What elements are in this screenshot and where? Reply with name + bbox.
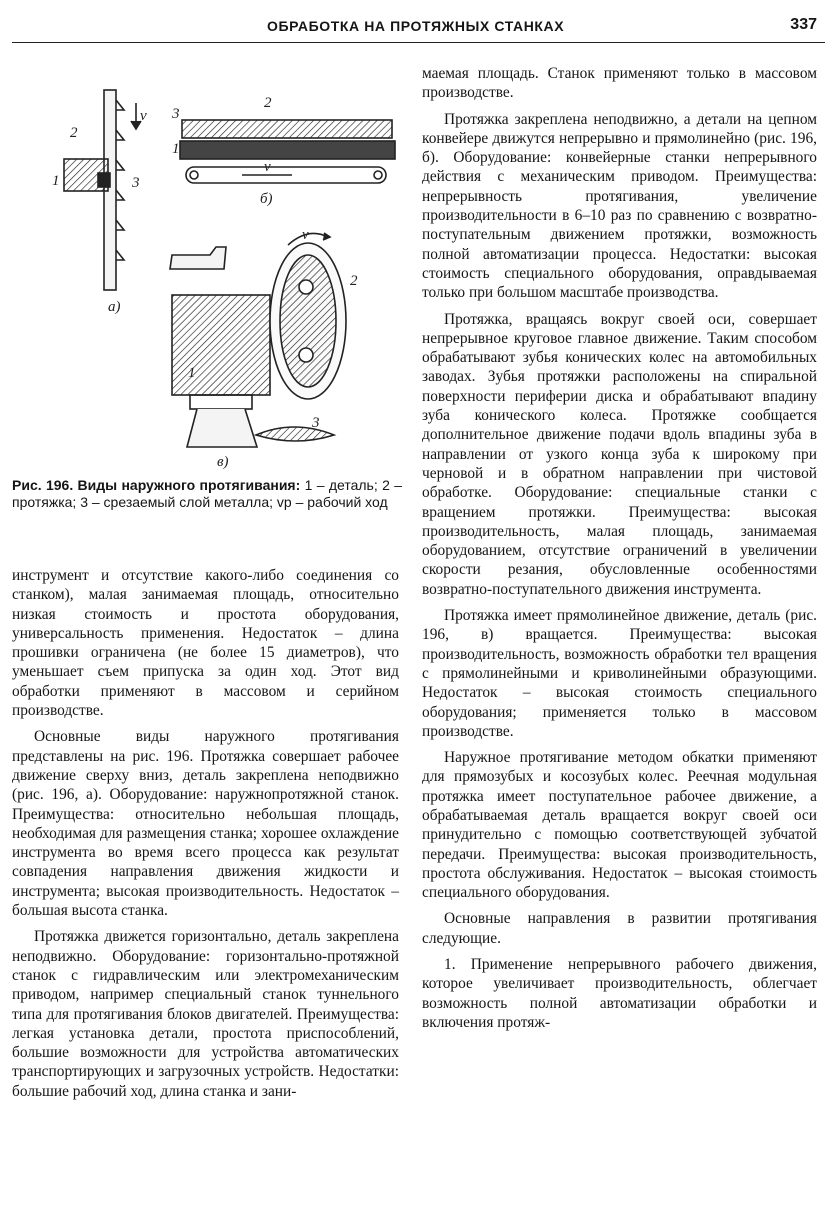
paragraph: Протяжка движется горизонтально, деталь закреплена неподвижно. Оборудование: горизонтально-протяжной станок с гидравлическим или электромеханическим приводом, например специальный станок туннельного типа для протягивания блоков двигателей. Преимущества: легкая установка детали, простота приспособлений, большие возможности для устройства автоматических транспортирующих и загрузочных устройств. Недостатки: большие рабочий ход, длина станка и зани- — [12, 928, 399, 1100]
left-column — [12, 566, 399, 1101]
paragraph: маемая площадь. Станок применяют только в массовом производстве. — [422, 65, 817, 102]
label-1-v: 1 — [188, 365, 196, 381]
label-3-v: 3 — [312, 415, 320, 431]
label-v: в) — [217, 454, 229, 470]
figure-drawing — [12, 75, 407, 475]
label-2-b: 2 — [264, 95, 272, 111]
label-vp-v: v — [302, 227, 309, 243]
running-header — [12, 8, 825, 43]
label-1-b: 1 — [172, 141, 180, 157]
label-b: б) — [260, 191, 273, 207]
paragraph: Протяжка, вращаясь вокруг своей оси, совершает непрерывное круговое главное движение. Таким способом обрабатывают зубья конических колес на автомобильных заводах. Зубья протяжки расположены на спиральной поверхности периферии диска и обрабатывают впадину зуба конического колеса. Протяжке сообщается дополнительное движение подачи вдоль впадины зуба в направлении от узкого конца зуба к широкому при черновой и в обратном направлении при чистовой обработке. Оборудование: специальные станки с вращением протяжки. Преимущества: высокая производительность, малая площадь, занимаемая оборудованием, отсутствие ограничений в увеличении скорости резания, обусловленные особенностями возвратно-поступательного движения инструмента. — [422, 310, 817, 598]
paragraph: Протяжка закреплена неподвижно, а детали на цепном конвейере движутся непрерывно и прямолинейно (рис. 196, б). Оборудование: конвейерные станки непрерывного действия с механическим приводом. Преимущества: непрерывность протягивания, увеличение производительности в 6–10 раз по сравнению с возвратно-поступательным движением протяжки, возможность полной автоматизации процесса. Недостатки: высокая стоимость специального оборудования, оправдываемая только при большом масштабе производства. — [422, 110, 817, 302]
subfigure-v — [170, 233, 346, 447]
subfigure-b — [180, 120, 395, 183]
subfigure-a — [64, 90, 141, 290]
page-number: 337 — [790, 16, 817, 33]
figure-196 — [12, 75, 407, 475]
label-vp-b: v — [264, 159, 271, 175]
label-2-a: 2 — [70, 125, 78, 141]
label-3-a: 3 — [132, 175, 140, 191]
figure-caption — [12, 477, 402, 511]
paragraph: инструмент и отсутствие какого-либо соединения со станком), малая занимаемая площадь, относительно низкая стоимость и простота оборудования, универсальность применения. Недостаток – длина прошивки ограничена (не более 15 диаметров), что уменьшает съем припуска за один ход. Этот вид обработки применяют в массовом и серийном производстве. — [12, 567, 399, 720]
caption-body: 1 – деталь; 2 – протяжка; 3 – срезаемый слой металла; vр – рабочий ход — [12, 477, 402, 510]
paragraph: Основные направления в развитии протягивания следующие. — [422, 910, 817, 947]
paragraph: Наружное протягивание методом обкатки применяют для прямозубых и косозубых колес. Реечная модульная протяжка имеет поступательное рабочее движение, а обрабатываемая деталь вращается вокруг своей оси принудительно с помощью соответствующей зубчатой передачи. Преимущества: высокая производительность, простота обслуживания. Недостаток – высокая стоимость специального оборудования. — [422, 749, 817, 902]
label-2-v: 2 — [350, 273, 358, 289]
label-a: а) — [108, 299, 121, 315]
paragraph: Протяжка имеет прямолинейное движение, деталь (рис. 196, в) вращается. Преимущества: высокая производительность, возможность обработки тел вращения с прямолинейными и криволинейными образующими. Недостаток – высокая стоимость специального оборудования; применяется только в массовом производстве. — [422, 607, 817, 740]
header-title: ОБРАБОТКА НА ПРОТЯЖНЫХ СТАНКАХ — [267, 18, 565, 34]
label-3-b: 3 — [172, 106, 180, 122]
paragraph: Основные виды наружного протягивания представлены на рис. 196. Протяжка совершает рабочее движение сверху вниз, деталь закреплена неподвижно (рис. 196, а). Оборудование: наружнопротяжной станок. Преимущества: относительно небольшая площадь, необходимая для размещения станка; хорошее охлаждение инструмента во время всего процесса как результат совпадения направления движения жидкости и инструмента; высокая производительность. Недостаток – большая высота станка. — [12, 728, 399, 920]
label-vp-a: v — [140, 108, 147, 124]
paragraph: 1. Применение непрерывного рабочего движения, которое увеличивает производительность, облегчает возможность полной автоматизации обработки и включения протяж- — [422, 956, 817, 1031]
label-1-a: 1 — [52, 173, 60, 189]
right-column — [422, 64, 817, 1032]
caption-title: Рис. 196. Виды наружного протягивания: — [12, 477, 301, 493]
